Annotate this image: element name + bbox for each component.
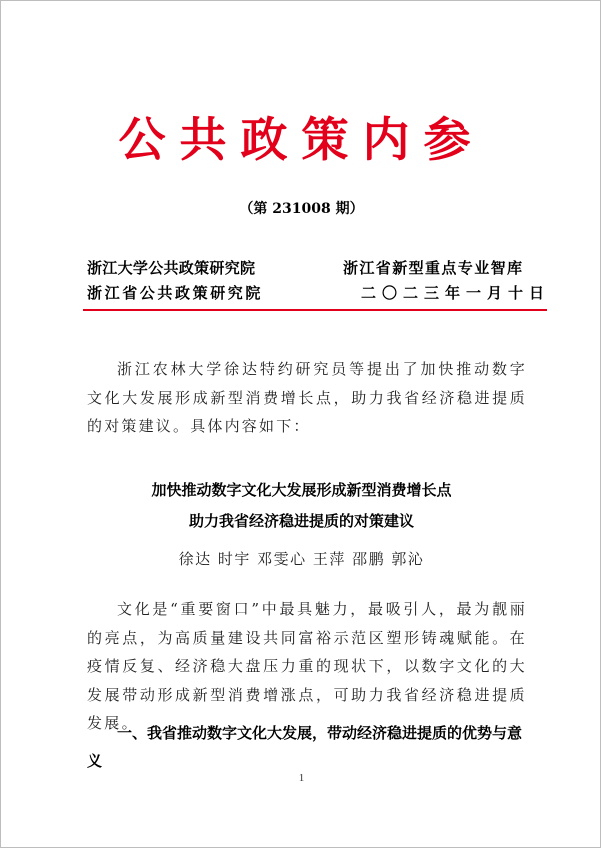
article-title-line2: 助力我省经济稳进提质的对策建议 xyxy=(188,512,414,530)
body-paragraph: 文化是“重要窗口”中最具魅力，最吸引人，最为靓丽的亮点，为高质量建设共同富裕示范区塑形铸魂赋能。在疫情反复、经济稳大盘压力重的现状下，以数字文化的大发展带动形成新型消费增涨点，可助力我省经济稳进提质发展。 xyxy=(87,600,527,732)
issue-number: （第 231008 期） xyxy=(239,201,364,217)
intro-paragraph: 浙江农林大学徐达特约研究员等提出了加快推动数字文化大发展形成新型消费增长点，助力我省经济稳进提质的对策建议。具体内容如下： xyxy=(87,360,527,435)
org-right-line1: 浙江省新型重点专业智库 xyxy=(343,259,524,277)
issue-date: 二〇二三年一月十日 xyxy=(361,284,551,302)
red-divider xyxy=(83,309,547,311)
masthead-title: 公共政策内参 xyxy=(118,113,485,168)
article-title-line1: 加快推动数字文化大发展形成新型消费增长点 xyxy=(151,481,452,499)
section-heading: 一、我省推动数字文化大发展，带动经济稳进提质的优势与意义 xyxy=(87,724,523,770)
article-authors: 徐达 时宇 邓雯心 王萍 邵鹏 郭沁 xyxy=(178,550,425,568)
org-left-line2: 浙江省公共政策研究院 xyxy=(87,284,264,302)
org-left-line1: 浙江大学公共政策研究院 xyxy=(87,259,256,277)
page-number: 1 xyxy=(298,772,305,784)
